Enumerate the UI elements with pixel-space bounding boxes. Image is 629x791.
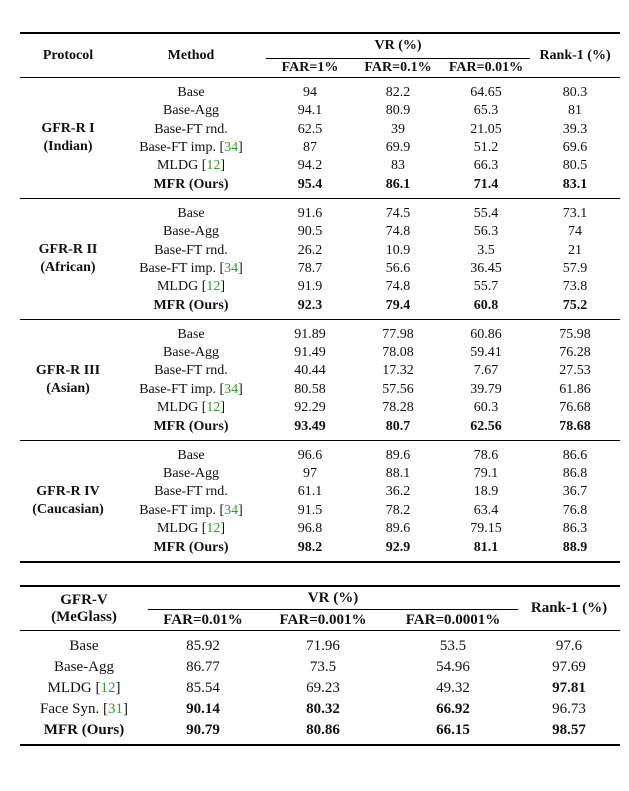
value-far00001: 66.15 <box>436 722 470 738</box>
method-cell: MLDG [12] <box>156 279 226 295</box>
value-far01: 74.5 <box>385 205 411 221</box>
value-far001: 71.4 <box>473 176 499 192</box>
value-far01: 78.08 <box>382 345 414 361</box>
protocol-ethnicity: (Caucasian) <box>32 501 104 517</box>
method-cell <box>116 319 266 344</box>
header-far-0-0001: FAR=0.0001% <box>405 611 501 628</box>
method-cell: Base-FT imp. [34] <box>139 502 243 518</box>
value-far01: 86.1 <box>385 176 411 192</box>
value-far1: 61.1 <box>297 484 323 500</box>
method-name: Base <box>177 447 205 463</box>
value-far01: 79.4 <box>385 297 411 313</box>
value-far01: 78.28 <box>382 400 414 416</box>
value-far001: 63.4 <box>473 502 499 518</box>
method-cell: Base-FT imp. [34] <box>139 381 243 397</box>
value-far1: 95.4 <box>297 176 323 192</box>
method-cell <box>20 631 148 658</box>
method-name: Base-FT rnd. <box>154 363 228 379</box>
value-far001: 60.8 <box>473 297 499 313</box>
method-cell <box>116 362 266 380</box>
value-far1: 26.2 <box>297 242 323 258</box>
value-far0001: 71.96 <box>306 638 340 654</box>
value-far01: 89.6 <box>385 447 411 463</box>
value-rank1: 39.3 <box>562 121 588 137</box>
method-cell <box>20 678 148 699</box>
value-far01: 39 <box>391 121 405 137</box>
value-far001: 3.5 <box>477 242 495 258</box>
value-far001: 81.1 <box>473 539 499 555</box>
method-name: Base-FT rnd. <box>154 484 228 500</box>
value-rank1: 36.7 <box>562 484 588 500</box>
value-far001: 51.2 <box>473 139 499 155</box>
method-cell <box>116 120 266 138</box>
value-far0001: 69.23 <box>306 680 340 696</box>
value-far01: 80.7 <box>385 418 411 434</box>
value-far1: 78.7 <box>297 260 323 276</box>
header-rank1: Rank-1 (%) <box>530 600 608 616</box>
method-cell: MLDG [12] <box>156 158 226 174</box>
protocol-name: GFR-R II <box>38 241 98 257</box>
value-far0001: 80.86 <box>306 722 340 738</box>
method-cell <box>20 720 148 745</box>
method-name: Base <box>69 638 99 654</box>
value-rank1: 98.57 <box>552 722 586 738</box>
value-rank1: 81 <box>568 103 583 119</box>
value-far1: 62.5 <box>297 121 323 137</box>
value-far1: 90.5 <box>297 224 323 240</box>
value-far001: 60.3 <box>473 400 499 416</box>
gfr-v-body <box>20 631 620 746</box>
value-far001: 85.54 <box>186 680 220 696</box>
value-far01: 89.6 <box>385 521 411 537</box>
method-name: Base-FT rnd. <box>154 242 228 258</box>
value-far001: 85.92 <box>186 638 220 654</box>
method-name: Base-Agg <box>54 659 114 675</box>
protocol-ethnicity: (African) <box>40 259 96 275</box>
method-name: Base-FT imp. [ <box>139 139 225 155</box>
value-far1: 80.58 <box>294 381 326 397</box>
method-name: Base <box>177 326 205 342</box>
value-far001: 62.56 <box>470 418 502 434</box>
value-far001: 64.65 <box>470 85 502 100</box>
method-cell <box>116 440 266 465</box>
protocol-name: GFR-R I <box>41 120 95 136</box>
value-far001: 56.3 <box>473 224 499 240</box>
value-far001: 7.67 <box>473 363 499 379</box>
value-far01: 80.9 <box>385 103 411 119</box>
value-far001: 65.3 <box>473 103 499 119</box>
citation-link[interactable]: 34 <box>224 381 239 397</box>
value-far01: 69.9 <box>385 139 411 155</box>
table-row <box>20 678 620 699</box>
header-protocol: Protocol <box>42 47 94 63</box>
value-far001: 36.45 <box>470 260 502 276</box>
method-cell <box>116 176 266 199</box>
header-protocol-gfr-v <box>20 586 148 631</box>
method-cell <box>116 78 266 103</box>
citation-link[interactable]: 12 <box>206 400 221 416</box>
header-far-0-01: FAR=0.01% <box>448 60 524 75</box>
citation-link[interactable]: 12 <box>206 521 221 537</box>
citation-close: ] <box>115 680 121 696</box>
value-far01: 56.6 <box>385 260 411 276</box>
method-cell: Base-FT imp. [34] <box>139 139 243 155</box>
value-far01: 92.9 <box>385 539 411 555</box>
value-far01: 57.56 <box>382 381 414 397</box>
value-rank1: 69.6 <box>562 139 588 155</box>
method-cell <box>116 465 266 483</box>
value-far1: 98.2 <box>297 539 323 555</box>
method-cell <box>116 241 266 259</box>
header-rank1: Rank-1 (%) <box>539 47 611 63</box>
citation-link[interactable]: 34 <box>224 502 239 518</box>
value-rank1: 96.73 <box>552 701 586 717</box>
protocol-group <box>20 198 620 319</box>
value-rank1: 76.8 <box>562 502 588 518</box>
citation-link[interactable]: 12 <box>100 680 116 696</box>
value-rank1: 97.81 <box>552 680 586 696</box>
value-far00001: 49.32 <box>436 680 470 696</box>
value-rank1: 86.6 <box>562 447 588 463</box>
protocol-ethnicity: (Asian) <box>46 380 90 396</box>
value-far1: 40.44 <box>294 363 326 379</box>
value-rank1: 74 <box>568 224 583 240</box>
method-cell <box>116 483 266 501</box>
value-rank1: 73.8 <box>562 279 588 295</box>
method-name: MLDG [ <box>156 521 207 537</box>
value-rank1: 76.68 <box>559 400 591 416</box>
value-rank1: 75.2 <box>562 297 588 313</box>
citation-link[interactable]: 34 <box>224 260 239 276</box>
table-row <box>20 631 620 658</box>
value-rank1: 27.53 <box>559 363 591 379</box>
value-far001: 66.3 <box>473 158 499 174</box>
value-rank1: 83.1 <box>562 176 588 192</box>
protocol-group <box>20 78 620 199</box>
table-row <box>20 699 620 720</box>
results-table-gfr-v <box>20 585 620 746</box>
method-name: Base-FT imp. [ <box>139 260 225 276</box>
value-far00001: 54.96 <box>436 659 470 675</box>
value-far01: 10.9 <box>385 242 411 258</box>
value-far00001: 66.92 <box>436 701 470 717</box>
value-rank1: 80.5 <box>562 158 588 174</box>
value-far001: 79.15 <box>470 521 502 537</box>
value-far001: 21.05 <box>470 121 502 137</box>
protocol-name: GFR-V <box>60 591 108 608</box>
value-rank1: 86.3 <box>562 521 588 537</box>
value-far1: 92.3 <box>297 297 323 313</box>
header-far-1: FAR=1% <box>281 60 339 75</box>
value-far001: 90.14 <box>186 701 220 717</box>
value-far1: 91.5 <box>297 502 323 518</box>
header-vr: VR (%) <box>148 586 518 610</box>
protocol-name: GFR-R IV <box>36 483 100 499</box>
value-far1: 91.49 <box>294 345 326 361</box>
value-rank1: 88.9 <box>562 539 588 555</box>
value-far01: 83 <box>391 158 405 174</box>
method-name: Base <box>177 205 205 221</box>
method-name: Base-Agg <box>163 466 219 482</box>
method-cell <box>116 102 266 120</box>
value-far001: 18.9 <box>473 484 499 500</box>
header-far-0-001: FAR=0.001% <box>279 611 367 628</box>
method-name: MFR (Ours) <box>153 418 229 434</box>
value-rank1: 76.28 <box>559 345 591 361</box>
value-rank1: 78.68 <box>559 418 591 434</box>
value-rank1: 86.8 <box>562 466 588 482</box>
value-far1: 91.89 <box>294 326 326 342</box>
value-far1: 97 <box>303 466 317 482</box>
method-name: MFR (Ours) <box>153 297 229 313</box>
table-row <box>20 198 620 223</box>
method-name: MLDG [ <box>156 158 207 174</box>
value-far1: 87 <box>303 139 317 155</box>
value-far1: 93.49 <box>294 418 326 434</box>
value-far001: 78.6 <box>473 447 499 463</box>
value-rank1: 61.86 <box>559 381 591 397</box>
header-far-0-01: FAR=0.01% <box>163 611 243 628</box>
table-row <box>20 440 620 465</box>
method-name: Base-FT imp. [ <box>139 381 225 397</box>
value-far1: 94.2 <box>297 158 323 174</box>
value-far1: 96.6 <box>297 447 323 463</box>
value-far1: 91.6 <box>297 205 323 221</box>
value-far01: 77.98 <box>382 326 414 342</box>
value-rank1: 97.69 <box>552 659 586 675</box>
method-name: MFR (Ours) <box>153 539 229 555</box>
method-name: MLDG [ <box>47 680 101 696</box>
value-far01: 17.32 <box>382 363 414 379</box>
protocol-cell <box>20 198 116 319</box>
method-name: MFR (Ours) <box>43 722 125 738</box>
value-far001: 55.7 <box>473 279 499 295</box>
value-far01: 88.1 <box>385 466 411 482</box>
citation-link[interactable]: 12 <box>206 158 221 174</box>
value-far001: 86.77 <box>186 659 220 675</box>
value-far01: 78.2 <box>385 502 411 518</box>
value-far01: 74.8 <box>385 279 411 295</box>
method-cell: Base-FT imp. [34] <box>139 260 243 276</box>
value-far1: 96.8 <box>297 521 323 537</box>
citation-link[interactable]: 31 <box>107 701 123 717</box>
protocol-group <box>20 319 620 440</box>
table-row <box>20 319 620 344</box>
value-far01: 82.2 <box>385 85 411 100</box>
method-name: Base-Agg <box>163 345 219 361</box>
method-name: Base-Agg <box>163 224 219 240</box>
header-vr: VR (%) <box>266 33 530 59</box>
method-cell: MLDG [12] <box>156 521 226 537</box>
value-rank1: 75.98 <box>559 326 591 342</box>
value-rank1: 97.6 <box>555 638 583 654</box>
value-far0001: 73.5 <box>309 659 337 675</box>
results-table-gfr-r <box>20 32 620 563</box>
citation-link[interactable]: 34 <box>224 139 239 155</box>
citation-close: ] <box>122 701 128 717</box>
method-cell <box>116 297 266 320</box>
value-far01: 74.8 <box>385 224 411 240</box>
method-cell <box>20 699 148 720</box>
value-far001: 39.79 <box>470 381 502 397</box>
value-far001: 90.79 <box>186 722 220 738</box>
method-name: MLDG [ <box>156 400 207 416</box>
method-cell <box>116 417 266 440</box>
method-name: Face Syn. [ <box>40 701 108 717</box>
protocol-group <box>20 440 620 561</box>
value-far1: 92.29 <box>294 400 326 416</box>
value-far001: 60.86 <box>470 326 502 342</box>
value-far0001: 80.32 <box>306 701 340 717</box>
method-cell <box>116 344 266 362</box>
protocol-ethnicity: (Indian) <box>43 138 93 154</box>
value-far01: 36.2 <box>385 484 411 500</box>
method-cell <box>116 198 266 223</box>
value-far1: 94.1 <box>297 103 323 119</box>
header-far-0-1: FAR=0.1% <box>364 60 432 75</box>
value-far001: 55.4 <box>473 205 499 221</box>
protocol-cell <box>20 319 116 440</box>
protocol-dataset: (MeGlass) <box>51 608 117 625</box>
value-far1: 91.9 <box>297 279 323 295</box>
value-rank1: 21 <box>568 242 583 258</box>
value-far001: 79.1 <box>473 466 499 482</box>
method-cell <box>20 657 148 678</box>
table-row <box>20 720 620 745</box>
citation-link[interactable]: 12 <box>206 279 221 295</box>
value-rank1: 80.3 <box>562 85 588 100</box>
method-name: MLDG [ <box>156 279 207 295</box>
table-row <box>20 78 620 103</box>
method-cell <box>116 223 266 241</box>
method-name: Base <box>177 85 205 100</box>
value-rank1: 57.9 <box>562 260 588 276</box>
method-cell: MLDG [12] <box>156 400 226 416</box>
method-cell <box>116 538 266 561</box>
value-far1: 94 <box>303 85 317 100</box>
protocol-cell <box>20 440 116 561</box>
method-name: Base-FT imp. [ <box>139 502 225 518</box>
value-rank1: 73.1 <box>562 205 588 221</box>
value-far001: 59.41 <box>470 345 502 361</box>
table-row <box>20 657 620 678</box>
method-name: Base-FT rnd. <box>154 121 228 137</box>
method-name: Base-Agg <box>163 103 219 119</box>
protocol-cell <box>20 78 116 199</box>
method-name: MFR (Ours) <box>153 176 229 192</box>
protocol-name: GFR-R III <box>35 362 101 378</box>
header-method: Method <box>167 47 215 63</box>
value-far00001: 53.5 <box>439 638 467 654</box>
